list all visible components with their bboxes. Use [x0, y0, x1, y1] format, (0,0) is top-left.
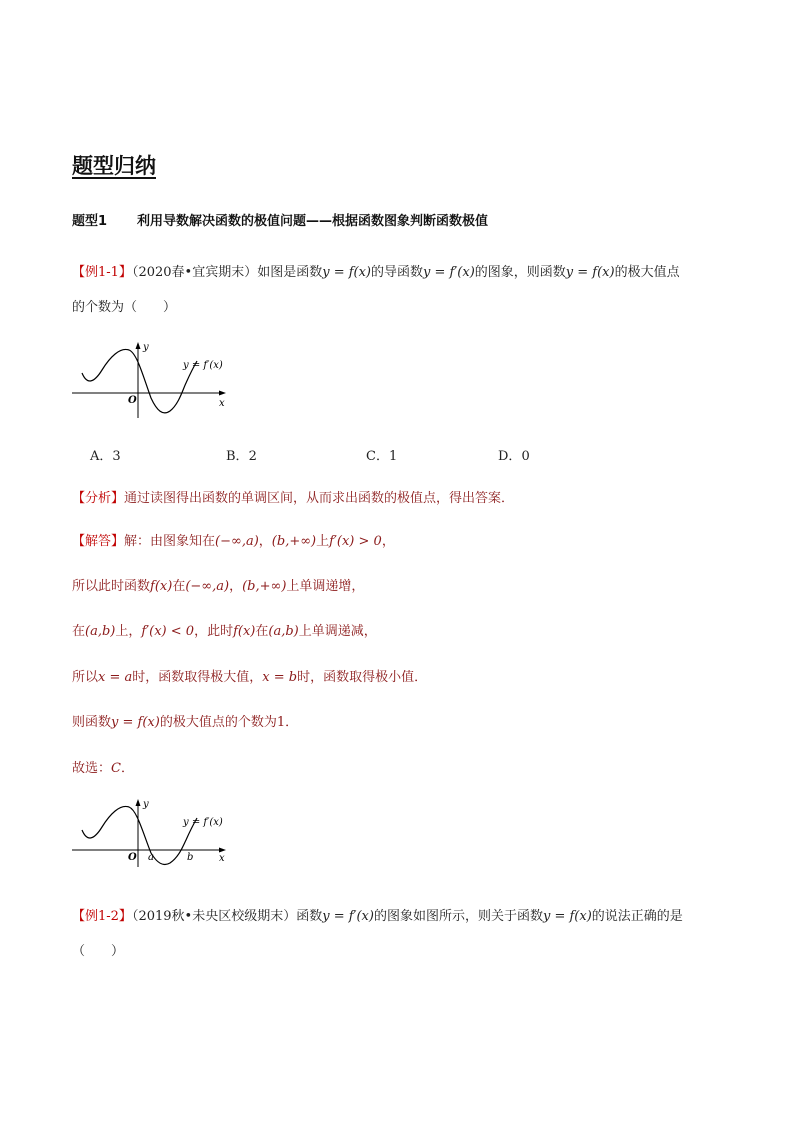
option-a-letter: A．: [90, 449, 113, 464]
solution-x-eq-a: x = a: [98, 670, 133, 685]
y-axis-label: y: [143, 342, 149, 353]
solution-text-3a: 在: [72, 624, 86, 639]
derivative-curve: [82, 349, 197, 412]
curve-label: y = f′(x): [183, 360, 223, 371]
example2-line2: （ ）: [72, 944, 125, 959]
derivative-graph-1: [70, 338, 240, 423]
interval-neg-inf-a: (−∞,a): [215, 534, 259, 549]
option-c-value: 1: [388, 449, 398, 464]
solution-text-2a: 所以此时函数: [72, 579, 151, 594]
example2-source: （2019秋•未央区校级期末）: [131, 909, 297, 924]
option-c-letter: C．: [366, 449, 389, 464]
solution-line2: [72, 578, 364, 596]
y-axis-arrow-icon: [136, 342, 141, 349]
solution-text-1b: 上: [316, 534, 330, 549]
topic-text: 利用导数解决函数的极值问题——根据函数图象判断函数极值: [137, 214, 489, 229]
solution-line5: [72, 714, 298, 732]
example2-text-b: 的图象如图所示，则关于函数: [373, 909, 543, 924]
solution-text-3d: 在: [255, 624, 269, 639]
solution-tag: 【解答】: [72, 534, 125, 549]
solution-text-3b: 上，: [115, 624, 142, 639]
example2-tag: 【例1-2】: [72, 909, 132, 924]
example1-text-d: 的极大值点: [614, 265, 680, 280]
option-b[interactable]: [226, 445, 257, 464]
y-axis-arrow-icon: [136, 799, 141, 806]
example1-source: （2020春•宜宾期末）: [131, 265, 258, 280]
option-a[interactable]: [90, 445, 121, 464]
solution-text-3e: 上单调递减，: [298, 624, 377, 639]
analysis-text: 通过读图得出函数的单调区间，从而求出函数的极值点，得出答案．: [124, 491, 515, 506]
section-title: 题型归纳: [72, 154, 156, 178]
interval-b-pos-inf: (b,+∞): [271, 534, 317, 549]
x-axis-arrow-icon: [219, 391, 226, 396]
example2-line1: [72, 908, 683, 926]
analysis-tag: 【分析】: [72, 491, 125, 506]
point-a-label: a: [148, 852, 154, 863]
solution-line6: [72, 760, 134, 778]
solution-interval3-3: (a,b): [268, 624, 299, 639]
analysis-line: [72, 490, 514, 508]
x-axis-label: x: [219, 853, 225, 864]
derivative-curve: [82, 806, 197, 864]
example1-text-b: 的导函数: [371, 265, 424, 280]
solution-text-5b: 的极大值点的个数为: [159, 715, 277, 730]
option-d-letter: D．: [498, 449, 522, 464]
curve-label: y = f′(x): [183, 817, 223, 828]
example1-fpx: y = f′(x): [423, 265, 475, 280]
solution-text-1end: ，: [381, 534, 395, 549]
example1-line2: 的个数为（ ）: [72, 300, 177, 315]
x-axis-label: x: [219, 398, 225, 409]
solution-answer: C: [111, 761, 121, 776]
solution-line3: [72, 623, 377, 641]
y-axis-label: y: [143, 799, 149, 810]
example2-text-a: 函数: [296, 909, 323, 924]
solution-interval1-2: (−∞,a): [185, 579, 230, 594]
solution-text-6a: 故选：: [72, 761, 112, 776]
point-b-label: b: [187, 852, 194, 863]
option-b-value: 2: [248, 449, 257, 464]
solution-sep-2: ，: [229, 579, 243, 594]
solution-count: 1: [276, 715, 286, 730]
solution-text-4a: 所以: [72, 670, 99, 685]
solution-text-4c: 时，函数取得极小值．: [297, 670, 428, 685]
solution-sep-1: ，: [258, 534, 272, 549]
origin-label: O: [128, 852, 137, 863]
solution-text-4b: 时，函数取得极大值，: [132, 670, 263, 685]
ineq-negative: f′(x) < 0: [141, 624, 195, 639]
topic-heading: [72, 210, 488, 229]
solution-line4: [72, 669, 427, 687]
derivative-graph-2: [70, 795, 240, 870]
solution-text-5a: 则函数: [72, 715, 112, 730]
solution-fx-3: f(x): [233, 624, 256, 639]
solution-fx-2: f(x): [150, 579, 173, 594]
example2-fpx: y = f′(x): [322, 909, 374, 924]
origin-label: O: [128, 395, 137, 406]
option-d-value: 0: [521, 449, 530, 464]
example1-text-c: 的图象，则函数: [474, 265, 566, 280]
example2-text-c: 的说法正确的是: [591, 909, 683, 924]
solution-line1: [72, 533, 395, 551]
interval-a-b: (a,b): [85, 624, 116, 639]
x-axis-arrow-icon: [219, 848, 226, 853]
topic-label: 题型1: [72, 214, 108, 229]
solution-text-2c: 上单调递增，: [286, 579, 365, 594]
example1-line1: [72, 264, 680, 282]
solution-text-1a: 解：由图象知在: [124, 534, 216, 549]
example1-fx: y = f(x): [322, 265, 372, 280]
solution-text-6end: ．: [120, 761, 134, 776]
example1-text-a: 如图是函数: [257, 265, 323, 280]
solution-text-5end: ．: [285, 715, 299, 730]
solution-interval2-2: (b,+∞): [242, 579, 287, 594]
example1-tag: 【例1-1】: [72, 265, 132, 280]
example1-fx-2: y = f(x): [565, 265, 615, 280]
ineq-positive: f′(x) > 0: [329, 534, 382, 549]
option-b-letter: B．: [226, 449, 249, 464]
option-a-value: 3: [112, 449, 121, 464]
option-c[interactable]: [366, 445, 397, 464]
solution-fx-5: y = f(x): [111, 715, 160, 730]
solution-text-3c: ，此时: [194, 624, 234, 639]
solution-x-eq-b: x = b: [262, 670, 298, 685]
option-d[interactable]: [498, 445, 530, 464]
solution-text-2b: 在: [172, 579, 186, 594]
example2-fx: y = f(x): [542, 909, 592, 924]
